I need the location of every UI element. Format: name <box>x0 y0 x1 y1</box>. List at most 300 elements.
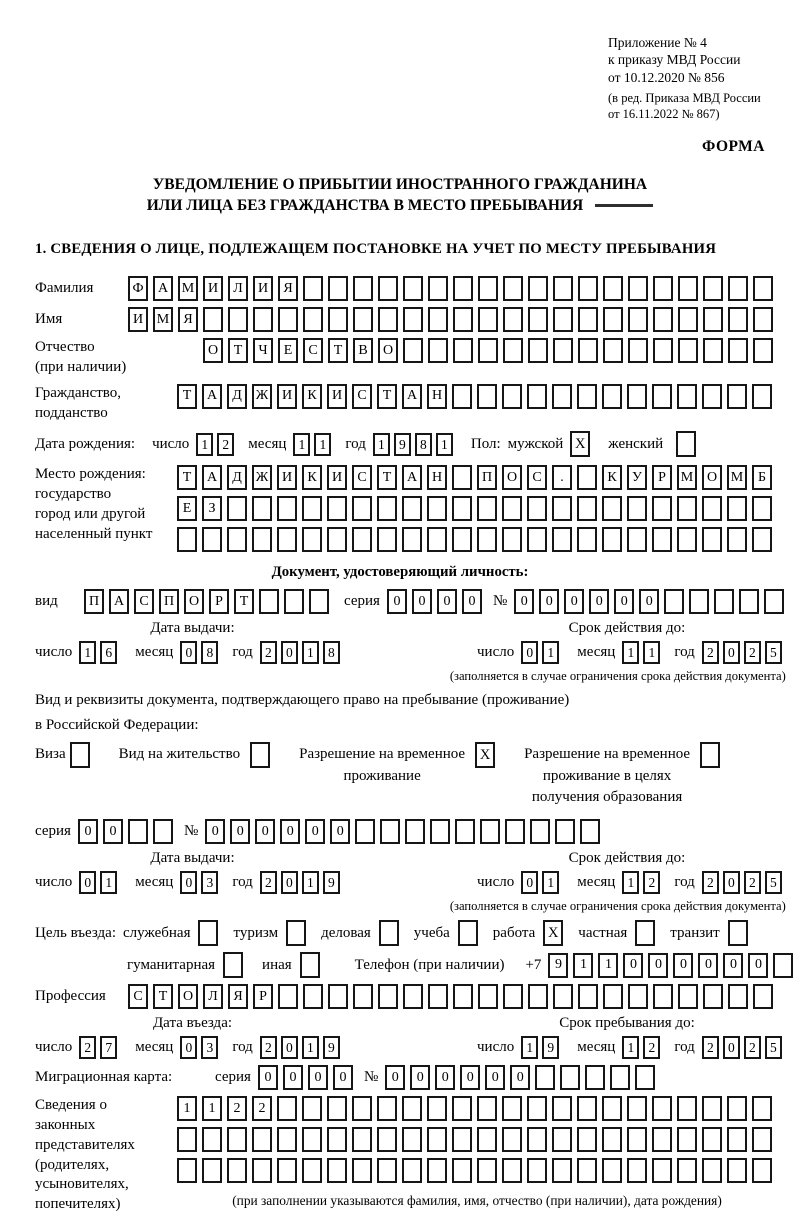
char-cell[interactable] <box>552 384 572 409</box>
char-cell[interactable]: 0 <box>103 819 123 844</box>
char-cell[interactable] <box>652 496 672 521</box>
char-cell[interactable] <box>477 496 497 521</box>
char-cell[interactable] <box>602 1096 622 1121</box>
char-cell[interactable] <box>352 1127 372 1152</box>
char-cell[interactable]: М <box>178 276 198 301</box>
char-cell[interactable] <box>377 496 397 521</box>
char-cell[interactable] <box>702 1096 722 1121</box>
char-cell[interactable]: К <box>302 384 322 409</box>
char-cell[interactable]: 0 <box>281 1036 298 1059</box>
char-cell[interactable] <box>577 496 597 521</box>
char-cell[interactable] <box>714 589 734 614</box>
char-cell[interactable]: О <box>178 984 198 1009</box>
char-cell[interactable]: К <box>602 465 622 490</box>
char-cell[interactable]: 0 <box>639 589 659 614</box>
char-cell[interactable]: 0 <box>514 589 534 614</box>
char-cell[interactable] <box>677 496 697 521</box>
char-cell[interactable]: 1 <box>542 641 559 664</box>
char-cell[interactable] <box>652 1158 672 1183</box>
char-cell[interactable]: Р <box>253 984 273 1009</box>
char-cell[interactable]: 0 <box>564 589 584 614</box>
char-cell[interactable] <box>527 527 547 552</box>
char-cell[interactable] <box>677 1158 697 1183</box>
char-cell[interactable] <box>223 952 243 978</box>
char-cell[interactable]: Д <box>227 384 247 409</box>
char-cell[interactable] <box>352 1158 372 1183</box>
char-cell[interactable]: 2 <box>643 871 660 894</box>
char-cell[interactable]: 0 <box>698 953 718 978</box>
char-cell[interactable]: П <box>477 465 497 490</box>
char-cell[interactable] <box>728 338 748 363</box>
char-cell[interactable]: О <box>378 338 398 363</box>
char-cell[interactable] <box>428 307 448 332</box>
char-cell[interactable] <box>402 496 422 521</box>
char-cell[interactable] <box>503 276 523 301</box>
char-cell[interactable]: 1 <box>436 433 453 456</box>
char-cell[interactable] <box>353 307 373 332</box>
char-cell[interactable]: О <box>184 589 204 614</box>
char-cell[interactable] <box>610 1065 630 1090</box>
char-cell[interactable]: 2 <box>643 1036 660 1059</box>
char-cell[interactable] <box>405 819 425 844</box>
char-cell[interactable] <box>552 1096 572 1121</box>
char-cell[interactable]: М <box>153 307 173 332</box>
char-cell[interactable]: 2 <box>702 1036 719 1059</box>
char-cell[interactable] <box>379 920 399 946</box>
char-cell[interactable] <box>352 527 372 552</box>
char-cell[interactable]: 0 <box>723 1036 740 1059</box>
char-cell[interactable]: 1 <box>314 433 331 456</box>
char-cell[interactable]: К <box>302 465 322 490</box>
char-cell[interactable] <box>528 307 548 332</box>
char-cell[interactable] <box>678 984 698 1009</box>
char-cell[interactable]: 1 <box>79 641 96 664</box>
char-cell[interactable] <box>277 496 297 521</box>
char-cell[interactable] <box>478 307 498 332</box>
char-cell[interactable]: 0 <box>510 1065 530 1090</box>
char-cell[interactable] <box>452 1127 472 1152</box>
char-cell[interactable] <box>577 384 597 409</box>
char-cell[interactable] <box>703 307 723 332</box>
char-cell[interactable] <box>252 527 272 552</box>
char-cell[interactable]: 0 <box>330 819 350 844</box>
char-cell[interactable]: Б <box>752 465 772 490</box>
char-cell[interactable] <box>752 1127 772 1152</box>
char-cell[interactable]: Л <box>228 276 248 301</box>
char-cell[interactable] <box>577 1096 597 1121</box>
char-cell[interactable]: 5 <box>765 641 782 664</box>
char-cell[interactable]: 9 <box>548 953 568 978</box>
char-cell[interactable] <box>353 984 373 1009</box>
char-cell[interactable]: Е <box>177 496 197 521</box>
char-cell[interactable] <box>427 527 447 552</box>
char-cell[interactable]: Д <box>227 465 247 490</box>
char-cell[interactable]: С <box>352 384 372 409</box>
char-cell[interactable]: 2 <box>260 641 277 664</box>
char-cell[interactable]: 0 <box>748 953 768 978</box>
char-cell[interactable] <box>753 276 773 301</box>
char-cell[interactable] <box>752 1158 772 1183</box>
char-cell[interactable]: 2 <box>744 871 761 894</box>
char-cell[interactable] <box>527 1127 547 1152</box>
char-cell[interactable]: 3 <box>201 1036 218 1059</box>
char-cell[interactable] <box>430 819 450 844</box>
char-cell[interactable]: 2 <box>702 641 719 664</box>
char-cell[interactable] <box>202 527 222 552</box>
char-cell[interactable] <box>478 984 498 1009</box>
char-cell[interactable] <box>477 527 497 552</box>
char-cell[interactable]: А <box>153 276 173 301</box>
char-cell[interactable]: 1 <box>542 871 559 894</box>
char-cell[interactable] <box>480 819 500 844</box>
char-cell[interactable]: 1 <box>196 433 213 456</box>
char-cell[interactable] <box>302 1096 322 1121</box>
char-cell[interactable] <box>277 1096 297 1121</box>
char-cell[interactable] <box>453 307 473 332</box>
char-cell[interactable] <box>727 1127 747 1152</box>
char-cell[interactable] <box>527 384 547 409</box>
char-cell[interactable] <box>553 984 573 1009</box>
char-cell[interactable]: А <box>202 465 222 490</box>
char-cell[interactable] <box>700 742 720 768</box>
char-cell[interactable]: О <box>502 465 522 490</box>
char-cell[interactable] <box>303 984 323 1009</box>
char-cell[interactable] <box>653 984 673 1009</box>
char-cell[interactable] <box>377 1127 397 1152</box>
char-cell[interactable] <box>703 984 723 1009</box>
char-cell[interactable]: 0 <box>521 871 538 894</box>
char-cell[interactable] <box>277 527 297 552</box>
char-cell[interactable]: 0 <box>437 589 457 614</box>
char-cell[interactable] <box>355 819 375 844</box>
char-cell[interactable]: 0 <box>589 589 609 614</box>
char-cell[interactable] <box>652 527 672 552</box>
char-cell[interactable] <box>652 1096 672 1121</box>
char-cell[interactable] <box>327 1127 347 1152</box>
char-cell[interactable]: 8 <box>415 433 432 456</box>
char-cell[interactable] <box>478 338 498 363</box>
char-cell[interactable]: 2 <box>227 1096 247 1121</box>
char-cell[interactable]: С <box>128 984 148 1009</box>
char-cell[interactable]: 0 <box>460 1065 480 1090</box>
char-cell[interactable] <box>377 1096 397 1121</box>
char-cell[interactable]: 3 <box>201 871 218 894</box>
char-cell[interactable] <box>727 1096 747 1121</box>
char-cell[interactable]: 0 <box>205 819 225 844</box>
char-cell[interactable] <box>503 307 523 332</box>
char-cell[interactable] <box>635 1065 655 1090</box>
char-cell[interactable] <box>378 307 398 332</box>
char-cell[interactable]: Т <box>153 984 173 1009</box>
char-cell[interactable] <box>603 307 623 332</box>
char-cell[interactable] <box>505 819 525 844</box>
char-cell[interactable] <box>478 276 498 301</box>
char-cell[interactable] <box>303 276 323 301</box>
char-cell[interactable] <box>578 338 598 363</box>
char-cell[interactable] <box>250 742 270 768</box>
char-cell[interactable] <box>328 276 348 301</box>
char-cell[interactable] <box>402 1158 422 1183</box>
char-cell[interactable]: 0 <box>614 589 634 614</box>
char-cell[interactable]: И <box>327 384 347 409</box>
char-cell[interactable]: X <box>475 742 495 768</box>
char-cell[interactable] <box>286 920 306 946</box>
char-cell[interactable] <box>627 496 647 521</box>
char-cell[interactable]: 2 <box>260 1036 277 1059</box>
char-cell[interactable]: 1 <box>302 1036 319 1059</box>
char-cell[interactable]: А <box>402 465 422 490</box>
char-cell[interactable]: 1 <box>293 433 310 456</box>
char-cell[interactable] <box>652 1127 672 1152</box>
char-cell[interactable] <box>752 1096 772 1121</box>
char-cell[interactable] <box>678 276 698 301</box>
char-cell[interactable] <box>252 1127 272 1152</box>
char-cell[interactable] <box>739 589 759 614</box>
char-cell[interactable]: 1 <box>622 641 639 664</box>
char-cell[interactable] <box>427 1158 447 1183</box>
char-cell[interactable] <box>527 1096 547 1121</box>
char-cell[interactable]: 0 <box>462 589 482 614</box>
char-cell[interactable] <box>702 527 722 552</box>
char-cell[interactable] <box>728 276 748 301</box>
char-cell[interactable] <box>278 984 298 1009</box>
char-cell[interactable] <box>753 307 773 332</box>
char-cell[interactable]: 0 <box>180 641 197 664</box>
char-cell[interactable] <box>703 338 723 363</box>
char-cell[interactable] <box>177 1158 197 1183</box>
char-cell[interactable] <box>703 276 723 301</box>
char-cell[interactable] <box>453 984 473 1009</box>
char-cell[interactable] <box>553 338 573 363</box>
char-cell[interactable]: 0 <box>385 1065 405 1090</box>
char-cell[interactable] <box>327 1158 347 1183</box>
char-cell[interactable] <box>677 384 697 409</box>
char-cell[interactable] <box>352 1096 372 1121</box>
char-cell[interactable]: Я <box>228 984 248 1009</box>
char-cell[interactable]: В <box>353 338 373 363</box>
char-cell[interactable]: 5 <box>765 871 782 894</box>
char-cell[interactable] <box>764 589 784 614</box>
char-cell[interactable] <box>773 953 793 978</box>
char-cell[interactable]: . <box>552 465 572 490</box>
char-cell[interactable]: 0 <box>305 819 325 844</box>
char-cell[interactable] <box>253 307 273 332</box>
char-cell[interactable] <box>202 1158 222 1183</box>
char-cell[interactable] <box>578 276 598 301</box>
char-cell[interactable] <box>427 496 447 521</box>
char-cell[interactable] <box>627 527 647 552</box>
char-cell[interactable] <box>70 742 90 768</box>
char-cell[interactable] <box>555 819 575 844</box>
char-cell[interactable] <box>752 527 772 552</box>
char-cell[interactable]: 0 <box>410 1065 430 1090</box>
char-cell[interactable] <box>477 384 497 409</box>
char-cell[interactable]: М <box>677 465 697 490</box>
char-cell[interactable] <box>502 384 522 409</box>
char-cell[interactable]: А <box>402 384 422 409</box>
char-cell[interactable] <box>403 276 423 301</box>
char-cell[interactable] <box>530 819 550 844</box>
char-cell[interactable]: И <box>277 384 297 409</box>
char-cell[interactable]: М <box>727 465 747 490</box>
char-cell[interactable]: 0 <box>648 953 668 978</box>
char-cell[interactable] <box>728 984 748 1009</box>
char-cell[interactable]: И <box>203 276 223 301</box>
char-cell[interactable]: Н <box>427 465 447 490</box>
char-cell[interactable] <box>353 276 373 301</box>
char-cell[interactable]: С <box>527 465 547 490</box>
char-cell[interactable]: Р <box>652 465 672 490</box>
char-cell[interactable]: 0 <box>673 953 693 978</box>
char-cell[interactable]: 0 <box>333 1065 353 1090</box>
char-cell[interactable] <box>653 307 673 332</box>
char-cell[interactable] <box>259 589 279 614</box>
char-cell[interactable] <box>502 1096 522 1121</box>
char-cell[interactable]: 9 <box>323 1036 340 1059</box>
char-cell[interactable] <box>702 384 722 409</box>
char-cell[interactable] <box>128 819 148 844</box>
char-cell[interactable]: 1 <box>622 1036 639 1059</box>
char-cell[interactable] <box>403 984 423 1009</box>
char-cell[interactable] <box>477 1158 497 1183</box>
char-cell[interactable] <box>303 307 323 332</box>
char-cell[interactable]: Т <box>377 384 397 409</box>
char-cell[interactable] <box>552 1127 572 1152</box>
char-cell[interactable]: Н <box>427 384 447 409</box>
char-cell[interactable]: И <box>253 276 273 301</box>
char-cell[interactable]: 8 <box>323 641 340 664</box>
char-cell[interactable]: 0 <box>180 1036 197 1059</box>
char-cell[interactable]: 0 <box>723 641 740 664</box>
char-cell[interactable]: 0 <box>230 819 250 844</box>
char-cell[interactable] <box>277 1158 297 1183</box>
char-cell[interactable] <box>702 1127 722 1152</box>
char-cell[interactable] <box>309 589 329 614</box>
char-cell[interactable] <box>403 307 423 332</box>
char-cell[interactable] <box>653 276 673 301</box>
char-cell[interactable] <box>153 819 173 844</box>
char-cell[interactable] <box>678 338 698 363</box>
char-cell[interactable] <box>452 496 472 521</box>
char-cell[interactable]: 0 <box>280 819 300 844</box>
char-cell[interactable] <box>452 384 472 409</box>
char-cell[interactable] <box>628 984 648 1009</box>
char-cell[interactable] <box>652 384 672 409</box>
char-cell[interactable] <box>428 984 448 1009</box>
char-cell[interactable] <box>352 496 372 521</box>
char-cell[interactable] <box>664 589 684 614</box>
char-cell[interactable] <box>378 276 398 301</box>
char-cell[interactable] <box>627 1096 647 1121</box>
char-cell[interactable] <box>527 1158 547 1183</box>
char-cell[interactable]: Я <box>178 307 198 332</box>
char-cell[interactable]: 0 <box>723 953 743 978</box>
char-cell[interactable] <box>502 1158 522 1183</box>
char-cell[interactable]: 0 <box>539 589 559 614</box>
char-cell[interactable]: 0 <box>623 953 643 978</box>
char-cell[interactable] <box>302 496 322 521</box>
char-cell[interactable]: 2 <box>252 1096 272 1121</box>
char-cell[interactable] <box>452 1096 472 1121</box>
char-cell[interactable] <box>753 984 773 1009</box>
char-cell[interactable]: Р <box>209 589 229 614</box>
char-cell[interactable]: 9 <box>542 1036 559 1059</box>
char-cell[interactable] <box>578 307 598 332</box>
char-cell[interactable]: 1 <box>177 1096 197 1121</box>
char-cell[interactable] <box>177 527 197 552</box>
char-cell[interactable] <box>228 307 248 332</box>
char-cell[interactable] <box>453 276 473 301</box>
char-cell[interactable] <box>727 527 747 552</box>
char-cell[interactable] <box>602 496 622 521</box>
char-cell[interactable] <box>728 307 748 332</box>
char-cell[interactable]: И <box>277 465 297 490</box>
char-cell[interactable]: 9 <box>323 871 340 894</box>
char-cell[interactable] <box>603 338 623 363</box>
char-cell[interactable]: Т <box>328 338 348 363</box>
char-cell[interactable]: 0 <box>78 819 98 844</box>
char-cell[interactable] <box>503 984 523 1009</box>
char-cell[interactable] <box>678 307 698 332</box>
char-cell[interactable] <box>577 527 597 552</box>
char-cell[interactable] <box>278 307 298 332</box>
char-cell[interactable] <box>452 527 472 552</box>
char-cell[interactable] <box>502 496 522 521</box>
char-cell[interactable]: 1 <box>302 871 319 894</box>
char-cell[interactable] <box>402 1127 422 1152</box>
char-cell[interactable]: Ч <box>253 338 273 363</box>
char-cell[interactable]: Е <box>278 338 298 363</box>
char-cell[interactable] <box>628 338 648 363</box>
char-cell[interactable] <box>503 338 523 363</box>
char-cell[interactable] <box>227 1127 247 1152</box>
char-cell[interactable] <box>727 384 747 409</box>
char-cell[interactable] <box>635 920 655 946</box>
char-cell[interactable]: С <box>134 589 154 614</box>
char-cell[interactable] <box>378 984 398 1009</box>
char-cell[interactable]: 1 <box>622 871 639 894</box>
char-cell[interactable] <box>328 984 348 1009</box>
char-cell[interactable] <box>677 1096 697 1121</box>
char-cell[interactable]: 2 <box>744 1036 761 1059</box>
char-cell[interactable]: 1 <box>521 1036 538 1059</box>
char-cell[interactable]: X <box>570 431 590 457</box>
char-cell[interactable] <box>752 384 772 409</box>
char-cell[interactable]: 0 <box>281 871 298 894</box>
char-cell[interactable]: 1 <box>373 433 390 456</box>
char-cell[interactable] <box>458 920 478 946</box>
char-cell[interactable]: Т <box>228 338 248 363</box>
char-cell[interactable] <box>553 276 573 301</box>
char-cell[interactable] <box>502 527 522 552</box>
char-cell[interactable]: 0 <box>435 1065 455 1090</box>
char-cell[interactable] <box>627 384 647 409</box>
char-cell[interactable]: 2 <box>744 641 761 664</box>
char-cell[interactable]: 0 <box>180 871 197 894</box>
char-cell[interactable] <box>527 496 547 521</box>
char-cell[interactable]: Л <box>203 984 223 1009</box>
char-cell[interactable]: О <box>702 465 722 490</box>
char-cell[interactable] <box>585 1065 605 1090</box>
char-cell[interactable] <box>603 984 623 1009</box>
char-cell[interactable]: 1 <box>598 953 618 978</box>
char-cell[interactable]: 0 <box>485 1065 505 1090</box>
char-cell[interactable] <box>477 1096 497 1121</box>
char-cell[interactable] <box>177 1127 197 1152</box>
char-cell[interactable]: И <box>128 307 148 332</box>
char-cell[interactable] <box>252 1158 272 1183</box>
char-cell[interactable] <box>580 819 600 844</box>
